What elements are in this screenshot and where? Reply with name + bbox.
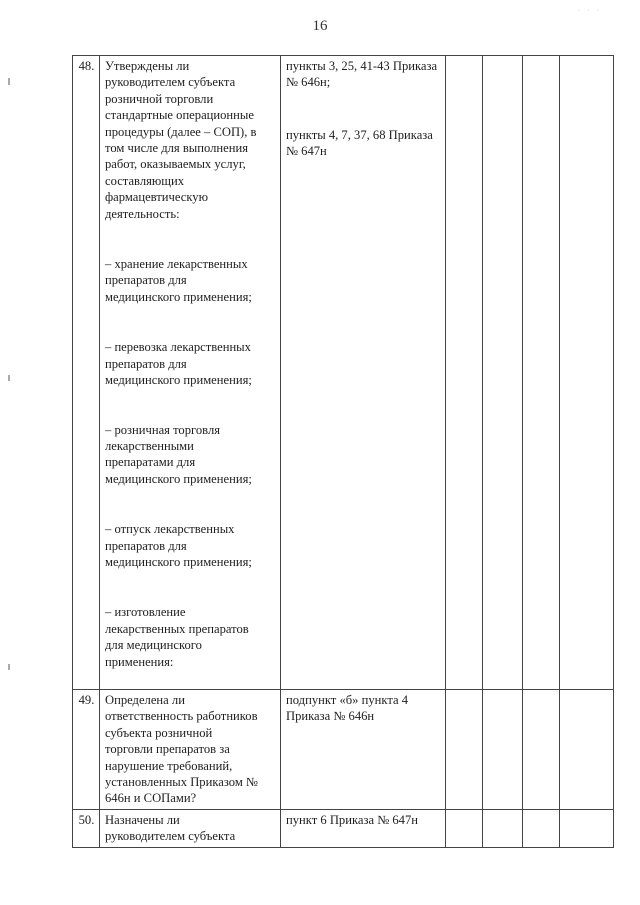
answer-cell [446,809,483,847]
legal-reference: пункты 3, 25, 41-43 Приказа № 646н; [286,59,438,90]
answer-cell [523,809,560,847]
answer-cell [560,690,614,810]
row-number: 50. [73,809,100,847]
answer-cell [560,809,614,847]
legal-reference: подпункт «б» пункта 4 Приказа № 646н [286,693,409,724]
question-text: Определена ли ответственность работников субъекта розничной торговли препаратов за нарушение требований, установленных Приказом № 646н и СОПами? [105,693,258,806]
reference-cell [281,690,446,810]
answer-cell [523,690,560,810]
question-cell [100,690,281,810]
scan-margin-mark [8,375,10,381]
sop-item: – отпуск лекарственных препаратов для медицинского применения; [105,522,252,569]
question-text: Назначены ли руководителем субъекта [105,812,236,844]
table-row [73,809,614,847]
scan-specks: · · · [578,8,602,14]
answer-cell [483,809,523,847]
sop-item: – перевозка лекарственных препаратов для медицинского применения; [105,340,252,388]
reference-cell [281,809,446,847]
scan-margin-mark [8,664,10,670]
sop-item: – розничная торговля лекарственными препаратами для медицинского применения; [105,422,252,486]
answer-cell [523,56,560,690]
sop-item: – хранение лекарственных препаратов для медицинского применения; [105,257,252,304]
answer-cell [446,56,483,690]
scan-margin-mark [8,78,10,85]
answer-cell [446,690,483,810]
question-cell [100,809,281,847]
legal-reference: пункт 6 Приказа № 647н [286,812,418,827]
sop-item: – изготовление лекарственных препаратов для медицинского применения: [105,605,249,669]
question-text: Утверждены ли руководителем субъекта розничной торговли стандартные операционные процедуры (далее – СОП), в том числе для выполнения работ, оказываемых услуг, составляющих фармацевтическую деятельность: [105,59,257,221]
answer-cell [483,690,523,810]
row-number: 49. [73,690,100,810]
requirements-table [72,55,614,848]
legal-reference: пункты 4, 7, 37, 68 Приказа № 647н [286,127,433,159]
table-row [73,56,614,690]
answer-cell [560,56,614,690]
table-row [73,690,614,810]
page-number: 16 [312,18,328,34]
question-cell [100,56,281,690]
answer-cell [483,56,523,690]
reference-cell [281,56,446,690]
row-number: 48. [73,56,100,690]
